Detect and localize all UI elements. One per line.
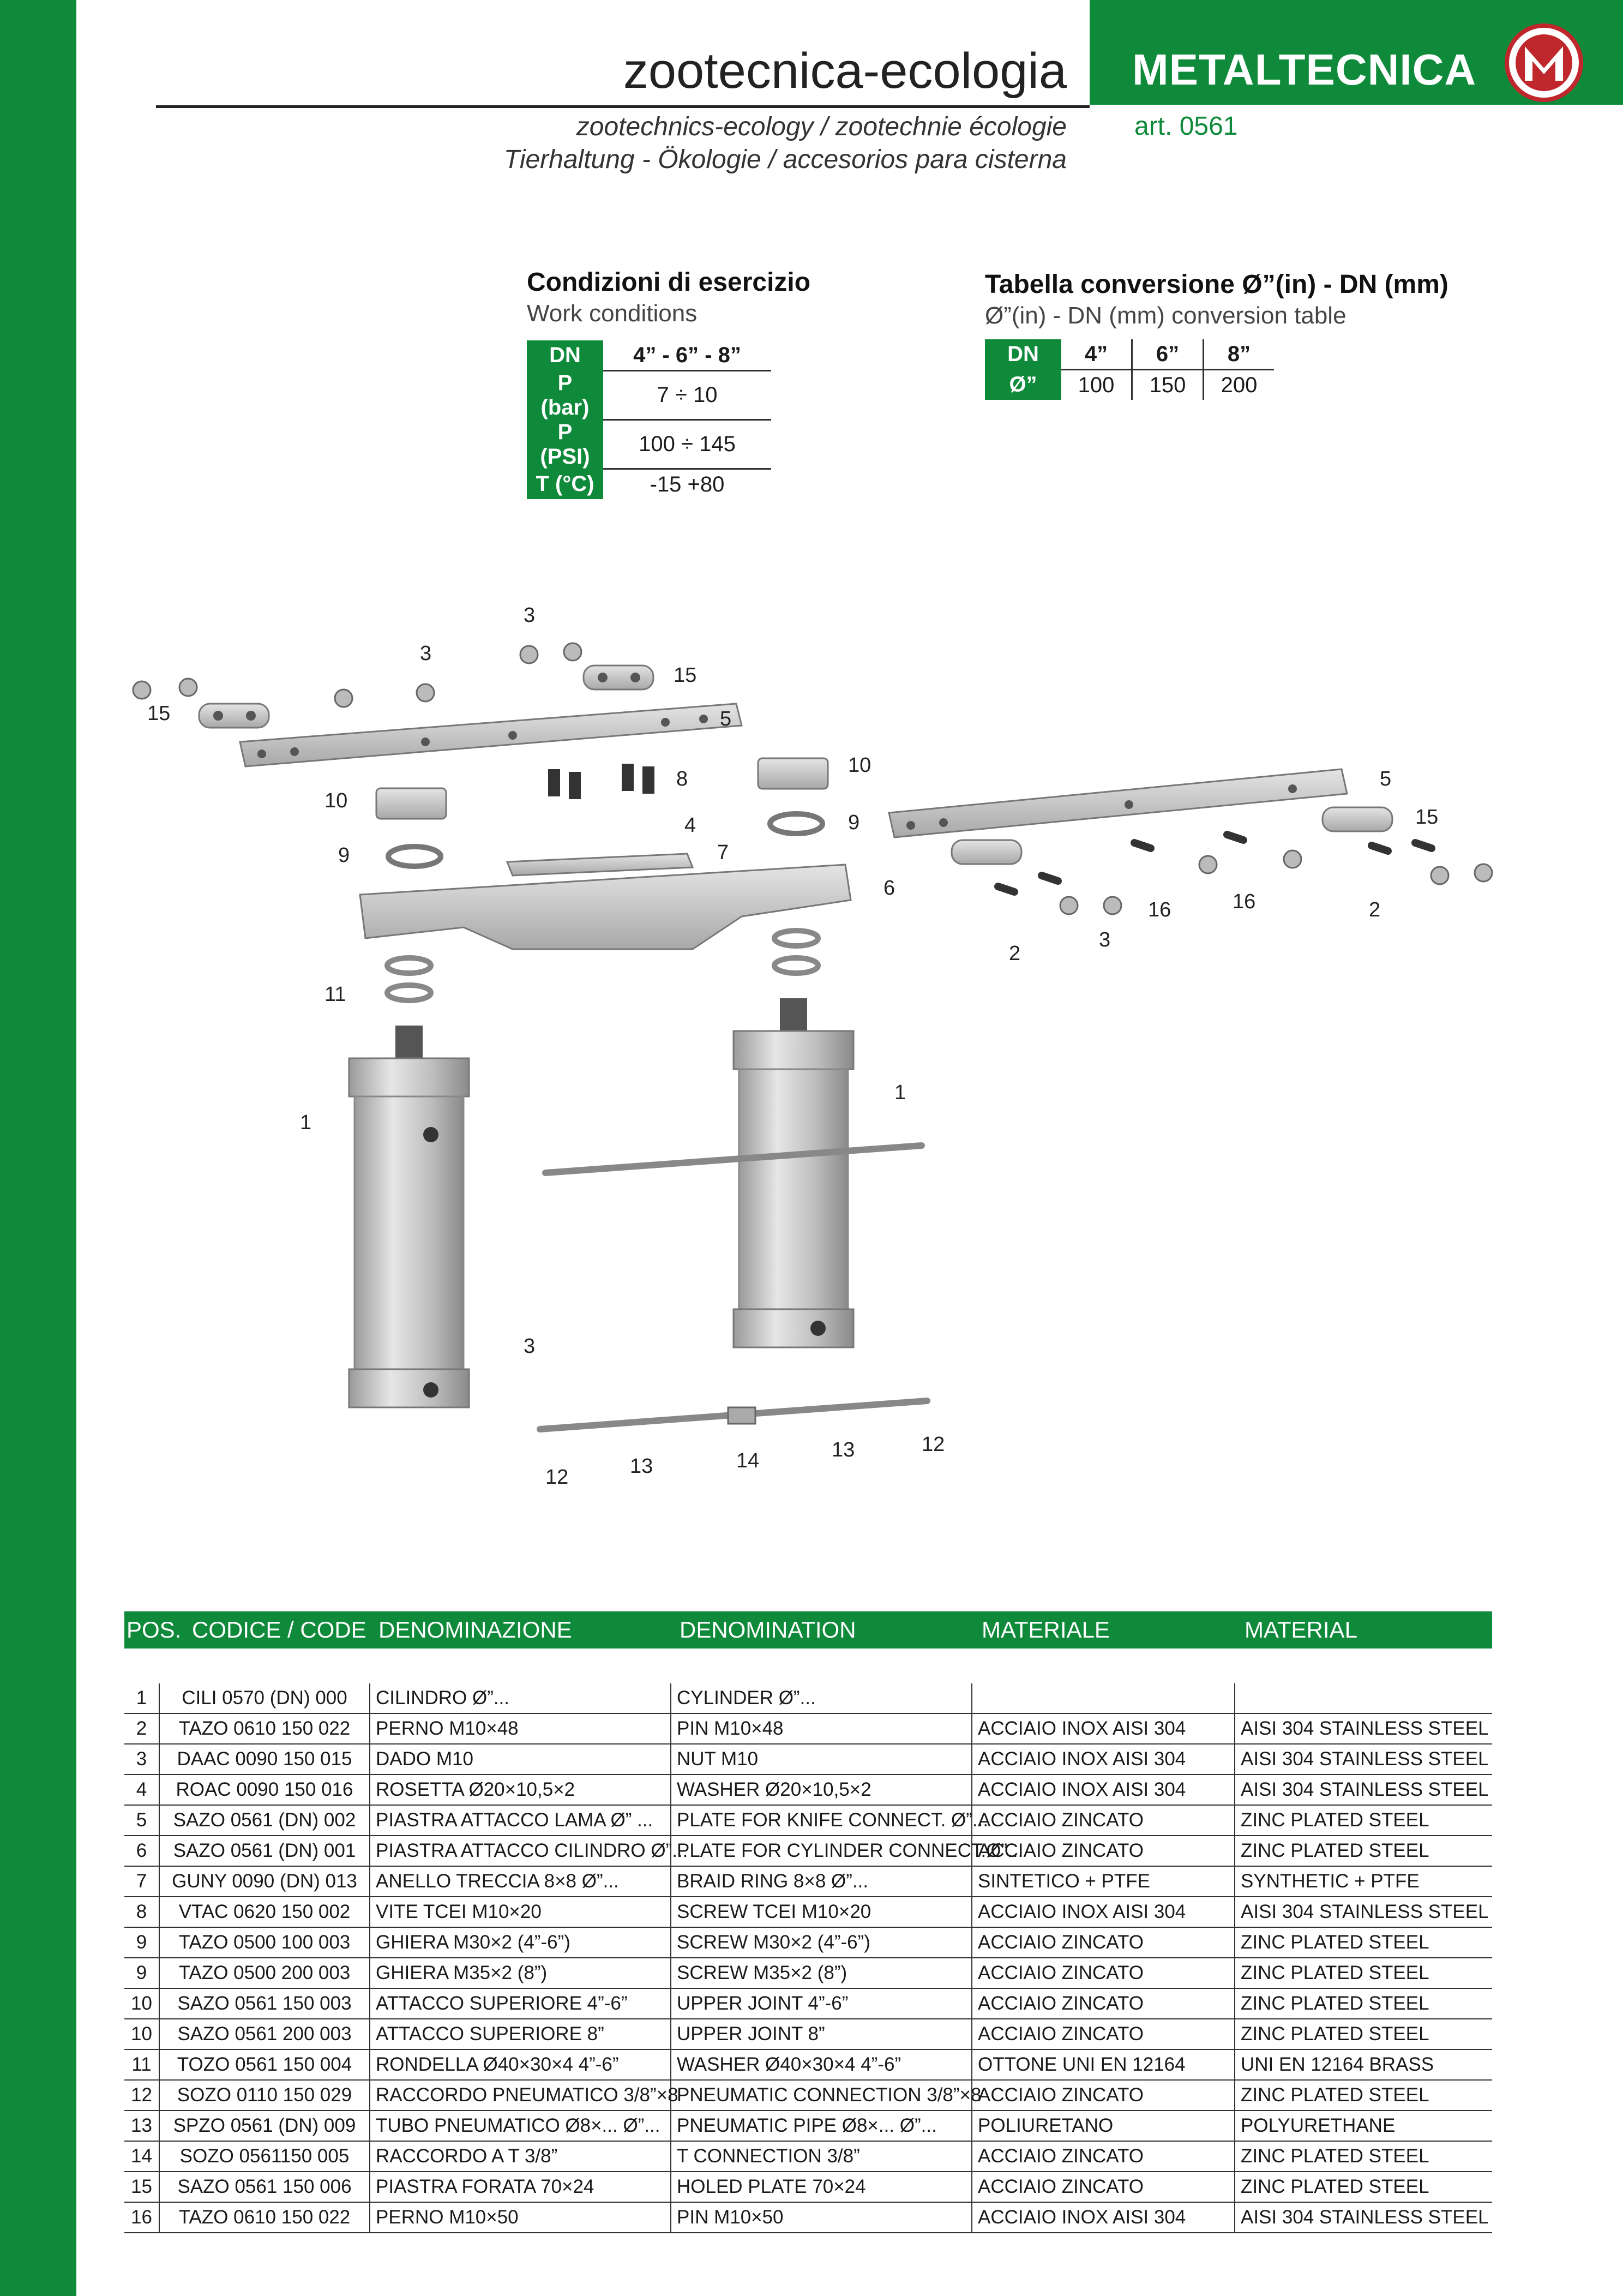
part-materiale: OTTONE UNI EN 12164: [972, 2049, 1235, 2080]
table-row: [985, 339, 1274, 370]
part-pos: 9: [124, 1958, 159, 1988]
callout-label: 9: [338, 844, 350, 867]
part-pos: 4: [124, 1775, 159, 1805]
part-material: ZINC PLATED STEEL: [1235, 2080, 1492, 2111]
part-pos: 13: [124, 2111, 159, 2141]
table-row: [124, 1805, 1492, 1836]
screws: [548, 764, 654, 799]
table-row: [124, 2172, 1492, 2202]
callout-label: 13: [832, 1438, 855, 1461]
title-rule: [156, 105, 1090, 108]
part-code: SAZO 0561 200 003: [159, 2019, 370, 2049]
part-pos: 3: [124, 1744, 159, 1775]
subtitle-line-1: zootechnics-ecology / zootechnie écologie: [576, 112, 1067, 141]
part-materiale: ACCIAIO ZINCATO: [972, 1958, 1235, 1988]
callout-label: 3: [524, 1335, 536, 1358]
table-row: [124, 1988, 1492, 2019]
part-pos: 16: [124, 2202, 159, 2233]
part-code: SOZO 0561150 005: [159, 2141, 370, 2172]
part-denomination: WASHER Ø20×10,5×2: [671, 1775, 972, 1805]
header-denomination: DENOMINATION: [680, 1617, 856, 1642]
part-code: CILI 0570 (DN) 000: [159, 1683, 370, 1713]
part-denominazione: PIASTRA FORATA 70×24: [370, 2172, 671, 2202]
part-denomination: PNEUMATIC CONNECTION 3/8”×8: [671, 2080, 972, 2111]
callout-label: 14: [736, 1449, 760, 1472]
table-row: [124, 1836, 1492, 1866]
parts-table: [124, 1683, 1492, 2233]
part-pos: 9: [124, 1927, 159, 1958]
part-denominazione: DADO M10: [370, 1744, 671, 1775]
conversion-heading: Tabella conversione Ø”(in) - DN (mm): [985, 270, 1448, 299]
part-pos: 2: [124, 1713, 159, 1744]
part-material: POLYURETHANE: [1235, 2111, 1492, 2141]
braid-ring: [507, 854, 693, 876]
conv-value: 200: [1221, 373, 1258, 397]
callout-label: 2: [1009, 942, 1021, 965]
part-denominazione: ROSETTA Ø20×10,5×2: [370, 1775, 671, 1805]
part-material: AISI 304 STAINLESS STEEL: [1235, 1744, 1492, 1775]
part-materiale: ACCIAIO INOX AISI 304: [972, 1897, 1235, 1927]
part-denomination: PIN M10×50: [671, 2202, 972, 2233]
part-denominazione: PERNO M10×48: [370, 1713, 671, 1744]
part-material: SYNTHETIC + PTFE: [1235, 1866, 1492, 1897]
part-code: TAZO 0500 200 003: [159, 1958, 370, 1988]
part-code: SPZO 0561 (DN) 009: [159, 2111, 370, 2141]
part-material: ZINC PLATED STEEL: [1235, 1836, 1492, 1866]
callout-label: 16: [1233, 890, 1256, 913]
conv-value: 6”: [1132, 339, 1204, 370]
header-pos: POS.: [127, 1617, 182, 1642]
part-material: ZINC PLATED STEEL: [1235, 1958, 1492, 1988]
part-denominazione: GHIERA M35×2 (8”): [370, 1958, 671, 1988]
table-row: [124, 1866, 1492, 1897]
part-denomination: PNEUMATIC PIPE Ø8×... Ø”...: [671, 2111, 972, 2141]
header-code: CODICE / CODE: [192, 1617, 366, 1642]
part-materiale: ACCIAIO ZINCATO: [972, 2080, 1235, 2111]
callout-label: 12: [545, 1466, 569, 1489]
washer-11c: [774, 931, 818, 946]
callout-label: 15: [147, 702, 171, 725]
part-code: SOZO 0110 150 029: [159, 2080, 370, 2111]
part-materiale: POLIURETANO: [972, 2111, 1235, 2141]
part-materiale: ACCIAIO ZINCATO: [972, 1805, 1235, 1836]
conversion-table: [985, 339, 1274, 400]
callout-label: 1: [894, 1081, 906, 1104]
exploded-parts-diagram: [120, 589, 1527, 1516]
holed-plate-top: [584, 666, 653, 690]
part-code: SAZO 0561 150 006: [159, 2172, 370, 2202]
part-denomination: CYLINDER Ø”...: [671, 1683, 972, 1713]
callout-label: 7: [717, 841, 729, 864]
part-code: SAZO 0561 (DN) 001: [159, 1836, 370, 1866]
part-denomination: UPPER JOINT 8”: [671, 2019, 972, 2049]
work-conditions-table: [527, 340, 771, 499]
conv-value: 100: [1061, 370, 1132, 400]
part-materiale: ACCIAIO ZINCATO: [972, 1927, 1235, 1958]
part-material: [1235, 1683, 1492, 1713]
conv-label: DN: [985, 339, 1061, 370]
wc-label: P (bar): [527, 371, 603, 420]
callout-label: 3: [1099, 928, 1111, 951]
callout-label: 10: [324, 789, 348, 812]
callout-label: 9: [848, 811, 860, 834]
part-denomination: HOLED PLATE 70×24: [671, 2172, 972, 2202]
wc-label: T (°C): [527, 469, 603, 500]
part-material: AISI 304 STAINLESS STEEL: [1235, 1775, 1492, 1805]
callout-label: 1: [300, 1111, 312, 1134]
part-pos: 10: [124, 2019, 159, 2049]
brand-name: METALTECNICA: [1132, 45, 1477, 94]
part-pos: 1: [124, 1683, 159, 1713]
table-row: [124, 1897, 1492, 1927]
upper-joint-right: [758, 758, 828, 789]
part-pos: 14: [124, 2141, 159, 2172]
part-materiale: SINTETICO + PTFE: [972, 1866, 1235, 1897]
part-denomination: NUT M10: [671, 1744, 972, 1775]
part-denominazione: PERNO M10×50: [370, 2202, 671, 2233]
holed-plate-right-2: [1323, 807, 1392, 831]
part-code: TAZO 0610 150 022: [159, 1713, 370, 1744]
callout-label: 8: [676, 768, 688, 790]
callout-label: 5: [720, 708, 732, 730]
part-pos: 12: [124, 2080, 159, 2111]
part-material: UNI EN 12164 BRASS: [1235, 2049, 1492, 2080]
part-materiale: [972, 1683, 1235, 1713]
part-denomination: WASHER Ø40×30×4 4”-6”: [671, 2049, 972, 2080]
part-material: ZINC PLATED STEEL: [1235, 1927, 1492, 1958]
part-materiale: ACCIAIO ZINCATO: [972, 2141, 1235, 2172]
table-row: [124, 1927, 1492, 1958]
conv-value: 4”: [1061, 339, 1132, 370]
part-materiale: ACCIAIO ZINCATO: [972, 2172, 1235, 2202]
table-row: [985, 370, 1274, 400]
part-material: ZINC PLATED STEEL: [1235, 2172, 1492, 2202]
metaltecnica-logo-icon: [1503, 22, 1585, 104]
washer-11b: [387, 985, 431, 1000]
work-conditions-heading: Condizioni di esercizio: [527, 268, 811, 297]
part-materiale: ACCIAIO INOX AISI 304: [972, 1775, 1235, 1805]
table-row: [124, 2080, 1492, 2111]
header-denominazione: DENOMINAZIONE: [378, 1617, 572, 1642]
table-row: [124, 1713, 1492, 1744]
conversion-subheading: Ø”(in) - DN (mm) conversion table: [985, 302, 1347, 329]
part-material: ZINC PLATED STEEL: [1235, 2141, 1492, 2172]
table-row: [124, 1744, 1492, 1775]
pneumatic-pipe-top: [545, 1146, 922, 1173]
washer-left: [388, 847, 441, 866]
part-denominazione: RACCORDO PNEUMATICO 3/8”×8: [370, 2080, 671, 2111]
callout-label: 6: [883, 877, 895, 900]
callout-label: 4: [684, 814, 696, 837]
callout-label: 15: [1415, 806, 1439, 829]
table-row: [124, 2111, 1492, 2141]
part-materiale: ACCIAIO INOX AISI 304: [972, 1744, 1235, 1775]
header-materiale: MATERIALE: [982, 1617, 1110, 1642]
part-materiale: ACCIAIO INOX AISI 304: [972, 1713, 1235, 1744]
part-denomination: BRAID RING 8×8 Ø”...: [671, 1866, 972, 1897]
part-denominazione: ATTACCO SUPERIORE 8”: [370, 2019, 671, 2049]
part-pos: 10: [124, 1988, 159, 2019]
part-material: ZINC PLATED STEEL: [1235, 2019, 1492, 2049]
table-row: [124, 2202, 1492, 2233]
part-material: AISI 304 STAINLESS STEEL: [1235, 1897, 1492, 1927]
wc-value: 7 ÷ 10: [603, 371, 771, 420]
part-denominazione: PIASTRA ATTACCO LAMA Ø” ...: [370, 1805, 671, 1836]
knife-plate-left: [240, 704, 742, 766]
part-code: SAZO 0561 150 003: [159, 1988, 370, 2019]
table-row: [124, 2019, 1492, 2049]
header-material: MATERIAL: [1245, 1617, 1357, 1642]
callout-label: 3: [420, 642, 432, 665]
part-pos: 15: [124, 2172, 159, 2202]
cylinder-right: [734, 998, 853, 1347]
part-denominazione: GHIERA M30×2 (4”-6”): [370, 1927, 671, 1958]
table-row: [124, 1958, 1492, 1988]
part-denomination: PLATE FOR CYLINDER CONNECT.Ø”...: [671, 1836, 972, 1866]
callout-label: 11: [324, 983, 346, 1006]
part-material: ZINC PLATED STEEL: [1235, 1805, 1492, 1836]
part-pos: 7: [124, 1866, 159, 1897]
part-materiale: ACCIAIO ZINCATO: [972, 1836, 1235, 1866]
table-row: [124, 1683, 1492, 1713]
part-denominazione: CILINDRO Ø”...: [370, 1683, 671, 1713]
table-row: [527, 340, 771, 371]
callout-label: 16: [1148, 898, 1171, 921]
work-conditions-subheading: Work conditions: [527, 300, 698, 327]
part-code: GUNY 0090 (DN) 013: [159, 1866, 370, 1897]
part-code: TOZO 0561 150 004: [159, 2049, 370, 2080]
part-denominazione: VITE TCEI M10×20: [370, 1897, 671, 1927]
callout-label: 5: [1380, 768, 1392, 790]
page-title: zootecnica-ecologia: [623, 43, 1067, 99]
part-code: VTAC 0620 150 002: [159, 1897, 370, 1927]
part-pos: 11: [124, 2049, 159, 2080]
part-denomination: T CONNECTION 3/8”: [671, 2141, 972, 2172]
wc-value: 100 ÷ 145: [603, 420, 771, 469]
part-material: ZINC PLATED STEEL: [1235, 1988, 1492, 2019]
wc-label: P (PSI): [527, 420, 603, 469]
holed-plate-right-1: [952, 840, 1021, 864]
callout-label: 13: [630, 1455, 653, 1478]
t-connection: [728, 1407, 755, 1424]
part-denominazione: PIASTRA ATTACCO CILINDRO Ø”...: [370, 1836, 671, 1866]
green-sidebar: [0, 0, 76, 2296]
part-code: TAZO 0610 150 022: [159, 2202, 370, 2233]
conv-label: Ø”: [985, 370, 1061, 400]
part-code: SAZO 0561 (DN) 002: [159, 1805, 370, 1836]
wc-value: 4” - 6” - 8”: [603, 340, 771, 371]
part-code: ROAC 0090 150 016: [159, 1775, 370, 1805]
part-denominazione: TUBO PNEUMATICO Ø8×... Ø”...: [370, 2111, 671, 2141]
callout-label: 12: [922, 1433, 945, 1456]
part-denominazione: RACCORDO A T 3/8”: [370, 2141, 671, 2172]
part-denominazione: ANELLO TRECCIA 8×8 Ø”...: [370, 1866, 671, 1897]
part-code: TAZO 0500 100 003: [159, 1927, 370, 1958]
part-pos: 6: [124, 1836, 159, 1866]
article-number: art. 0561: [1134, 112, 1238, 141]
washer-11d: [774, 958, 818, 973]
washer-right: [770, 814, 822, 834]
part-materiale: ACCIAIO ZINCATO: [972, 1988, 1235, 2019]
parts-table-header: [124, 1611, 1492, 1648]
upper-joint-left: [376, 788, 446, 819]
part-denomination: SCREW TCEI M10×20: [671, 1897, 972, 1927]
part-denomination: PLATE FOR KNIFE CONNECT. Ø”...: [671, 1805, 972, 1836]
wc-value: -15 +80: [650, 472, 725, 496]
table-row: [527, 420, 771, 469]
washer-11a: [387, 958, 431, 973]
part-code: DAAC 0090 150 015: [159, 1744, 370, 1775]
callout-label: 3: [524, 604, 536, 627]
part-material: AISI 304 STAINLESS STEEL: [1235, 1713, 1492, 1744]
part-denominazione: ATTACCO SUPERIORE 4”-6”: [370, 1988, 671, 2019]
part-pos: 8: [124, 1897, 159, 1927]
holed-plate-left: [199, 704, 269, 728]
part-materiale: ACCIAIO INOX AISI 304: [972, 2202, 1235, 2233]
part-material: AISI 304 STAINLESS STEEL: [1235, 2202, 1492, 2233]
cylinder-left: [349, 1026, 469, 1407]
part-denomination: PIN M10×48: [671, 1713, 972, 1744]
callout-label: 10: [848, 754, 871, 777]
part-denominazione: RONDELLA Ø40×30×4 4”-6”: [370, 2049, 671, 2080]
callout-label: 15: [674, 664, 697, 687]
table-row: [124, 2049, 1492, 2080]
table-row: [527, 469, 771, 500]
callout-label: 2: [1369, 898, 1381, 921]
conv-value: 150: [1132, 370, 1204, 400]
knife-plate-right: [889, 769, 1347, 837]
wc-label: DN: [527, 340, 603, 371]
table-row: [527, 371, 771, 420]
part-denomination: SCREW M35×2 (8”): [671, 1958, 972, 1988]
part-denomination: UPPER JOINT 4”-6”: [671, 1988, 972, 2019]
part-pos: 5: [124, 1805, 159, 1836]
part-materiale: ACCIAIO ZINCATO: [972, 2019, 1235, 2049]
table-row: [124, 2141, 1492, 2172]
table-row: [124, 1775, 1492, 1805]
conv-value: 8”: [1204, 339, 1275, 370]
subtitle-line-2: Tierhaltung - Ökologie / accesorios para cisterna: [503, 145, 1067, 174]
part-denomination: SCREW M30×2 (4”-6”): [671, 1927, 972, 1958]
